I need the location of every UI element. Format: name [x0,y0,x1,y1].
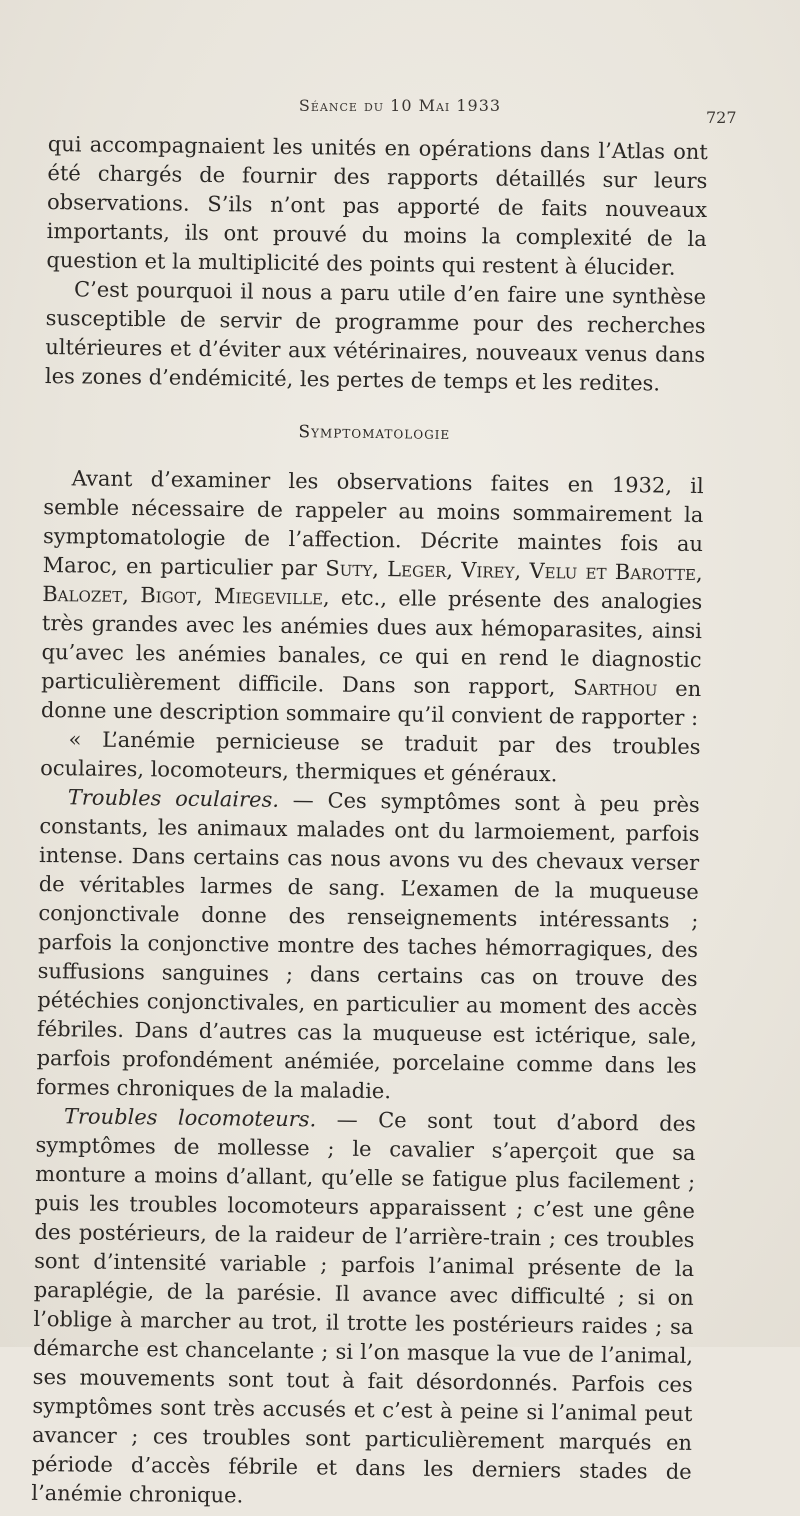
symptomatology-text-c: en donne une description sommaire qu’il convient de rapporter : [40,676,702,730]
running-header: Séance du 10 Mai 1933 [298,96,502,115]
locomotor-title: Troubles locomoteurs. [63,1104,317,1132]
author-names: Suty, Leger, Virey, Velu et Barotte, Balozet, Bigot, Miegeville [42,556,703,610]
paragraph-purpose: C’est pourquoi il nous a paru utile d’en faire une synthèse susceptible de servir de programme pour des recherches ultérieures et d’éviter aux vétérinaires, nouveaux venus dans les zones d’endémicité, les pertes de temps et les redites. [44,277,707,396]
paragraph-locomotor [31,1102,696,1516]
symptomatology-text-a: Avant d’examiner les observations faites en 1932, il semble nécessaire de rappeler au moins sommairement la symptomatologie de l’affection. Décrite maintes fois au Maroc, en particulier par [42,466,704,581]
paragraph-continuation: qui accompagnaient les unités en opérations dans l’Atlas ont été chargés de fournir des rapports détaillés sur leurs observations. S’ils n’ont pas apporté de faits nouveaux importants, ils ont prouvé du moins la complexité de la question et la multiplicité des points qui restent à élucider. [46,131,708,280]
section-heading: Symptomatologie [298,422,451,444]
locomotor-text: — Ce sont tout d’abord des symptômes de mollesse ; le cavalier s’aperçoit que sa monture a moins d’allant, qu’elle se fatigue plus facilement ; puis les troubles locomoteurs apparaissent ; c’est une gêne des postérieurs, de la raideur de l’arrière-train ; ces troubles sont d’intensité variable ; parfois l’animal présente de la paraplégie, de la parésie. Il avance avec difficulté ; si on l’oblige à marcher au trot, il trotte les postérieurs raides ; sa démarche est chancelante ; si l’on masque la vue de l’animal, ses mouvements sont tout à fait désordonnés. Parfois ces symptômes sont très accusés et c’est à peine si l’animal peut avancer ; ces troubles sont particulièrement marqués en période d’accès fébrile et dans les derniers stades de l’anémie chronique. [31,1107,697,1508]
ocular-text: — Ces symptômes sont à peu près constants, les animaux malades ont du larmoiement, parfois intense. Dans certains cas nous avons vu des chevaux verser de véritables larmes de sang. L’examen de la muqueuse conjonctivale donne des renseignements intéressants ; parfois la conjonctive montre des taches hémorragiques, des suffusions sanguines ; dans certains cas on trouve des pétéchies conjonctivales, en particulier au moment des accès fébriles. Dans d’autres cas la muqueuse est ictérique, sale, parfois profondément anémiée, porcelaine comme dans les formes chroniques de la maladie. [36,787,700,1104]
ocular-title: Troubles oculaires. [67,785,280,812]
paragraph-ocular [36,783,700,1110]
symptomatology-text-b: , etc., elle présente des analogies très grandes avec les anémies dues aux hémoparasites, ainsi qu’avec les anémies banales, ce qui en rend le diagnostic particulièrement difficile. Dans son rapport, [41,585,703,700]
paragraph-quote-intro: « L’anémie pernicieuse se traduit par des troubles oculaires, locomoteurs, thermiques et généraux. [40,727,701,787]
author-name-sarthou: Sarthou [573,675,658,701]
paragraph-symptomatology [41,464,704,733]
page-number: 727 [706,108,737,127]
body-text [31,130,708,1516]
